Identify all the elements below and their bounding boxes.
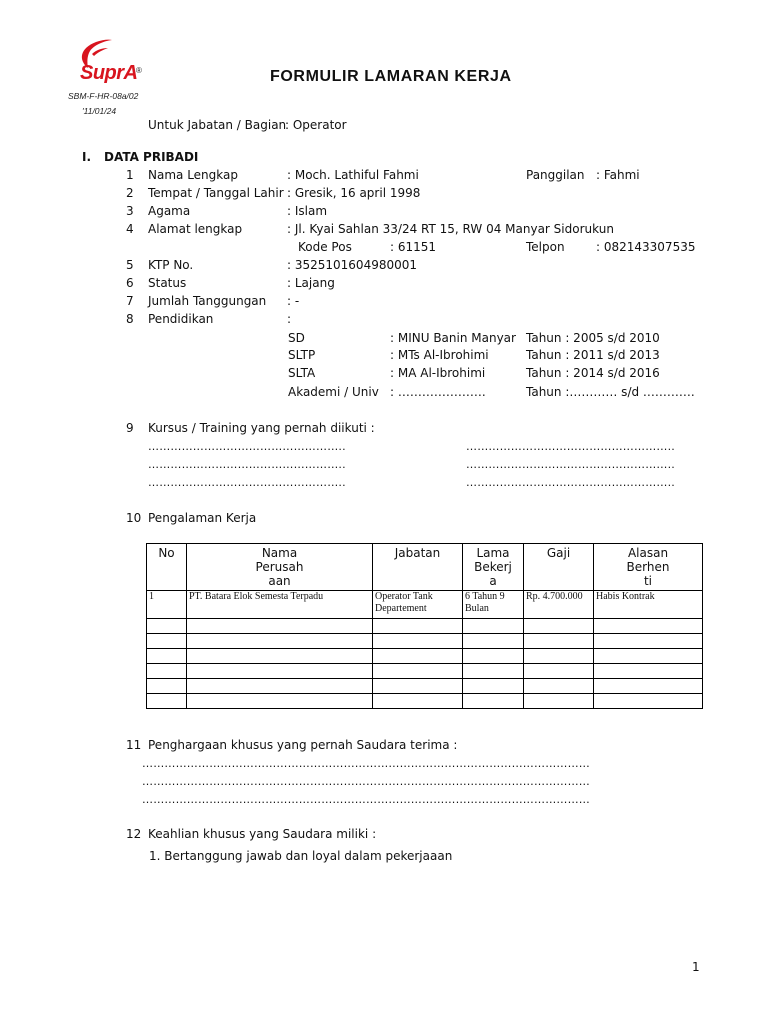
work-experience-table [146, 543, 703, 709]
header-no: No [147, 544, 187, 591]
cell-no [147, 679, 187, 694]
postal-label: Kode Pos [298, 240, 352, 254]
cell-no [147, 619, 187, 634]
item-number: 6 [126, 276, 134, 290]
table-row [147, 634, 703, 649]
cell-duration [463, 664, 524, 679]
table-row [147, 694, 703, 709]
edu-school: : MTs Al-Ibrohimi [390, 348, 489, 362]
cell-duration [463, 679, 524, 694]
item-number: 10 [126, 511, 142, 525]
cell-reason [594, 649, 703, 664]
experience-label: Pengalaman Kerja [148, 511, 257, 525]
page-number: 1 [692, 960, 700, 974]
birth-label: Tempat / Tanggal Lahir [148, 186, 284, 200]
edu-school: : MINU Banin Manyar [390, 331, 516, 345]
position-value: : Operator [285, 118, 347, 132]
address-value: : Jl. Kyai Sahlan 33/24 RT 15, RW 04 Manyar Sidorukun [287, 222, 614, 236]
item-number: 4 [126, 222, 134, 236]
cell-salary [524, 664, 594, 679]
cell-company [187, 694, 373, 709]
table-row [147, 664, 703, 679]
skills-label: Keahlian khusus yang Saudara miliki : [148, 827, 377, 841]
cell-position [373, 649, 463, 664]
awards-blank-line: ………………………………………………………………………………………………………… [142, 793, 590, 806]
courses-blank-line: …………………………………………….. [148, 440, 346, 453]
dependents-label: Jumlah Tanggungan [148, 294, 267, 308]
skill-item: 1. Bertanggung jawab dan loyal dalam pekerjaaan [149, 849, 453, 863]
cell-company [187, 634, 373, 649]
cell-company: PT. Batara Elok Semesta Terpadu [187, 591, 373, 619]
cell-company [187, 664, 373, 679]
cell-position [373, 634, 463, 649]
cell-reason [594, 634, 703, 649]
cell-no: 1 [147, 591, 187, 619]
phone-value: : 082143307535 [596, 240, 696, 254]
cell-duration [463, 649, 524, 664]
courses-label: Kursus / Training yang pernah diikuti : [148, 421, 375, 435]
edu-level: SD [288, 331, 305, 345]
item-number: 8 [126, 312, 134, 326]
address-label: Alamat lengkap [148, 222, 243, 236]
awards-label: Penghargaan khusus yang pernah Saudara terima : [148, 738, 458, 752]
cell-position [373, 694, 463, 709]
edu-level: Akademi / Univ [288, 385, 379, 399]
full-name-label: Nama Lengkap [148, 168, 238, 182]
cell-salary [524, 619, 594, 634]
cell-position [373, 664, 463, 679]
cell-no [147, 664, 187, 679]
cell-no [147, 694, 187, 709]
item-number: 2 [126, 186, 134, 200]
header-duration: Lama Bekerj a [463, 544, 524, 591]
nickname-label: Panggilan [526, 168, 585, 182]
edu-level: SLTA [288, 366, 316, 380]
item-number: 5 [126, 258, 134, 272]
phone-label: Telpon [526, 240, 565, 254]
cell-reason: Habis Kontrak [594, 591, 703, 619]
item-number: 1 [126, 168, 134, 182]
cell-salary [524, 694, 594, 709]
cell-salary [524, 679, 594, 694]
logo-registered-mark: ® [136, 66, 142, 75]
cell-position [373, 619, 463, 634]
cell-duration: 6 Tahun 9 Bulan [463, 591, 524, 619]
awards-blank-line: ………………………………………………………………………………………………………… [142, 757, 590, 770]
cell-duration [463, 634, 524, 649]
status-label: Status [148, 276, 187, 290]
document-date: '11/01/24 [82, 106, 117, 116]
ktp-value: : 3525101604980001 [287, 258, 418, 272]
postal-value: : 61151 [390, 240, 437, 254]
header-company: Nama Perusah aan [187, 544, 373, 591]
item-number: 9 [126, 421, 134, 435]
cell-salary [524, 649, 594, 664]
form-title: FORMULIR LAMARAN KERJA [270, 68, 512, 85]
item-number: 12 [126, 827, 142, 841]
birth-value: : Gresik, 16 april 1998 [287, 186, 421, 200]
edu-years: Tahun : 2005 s/d 2010 [526, 331, 660, 345]
cell-no [147, 634, 187, 649]
header-salary: Gaji [524, 544, 594, 591]
education-value: : [287, 312, 292, 326]
cell-duration [463, 694, 524, 709]
cell-company [187, 649, 373, 664]
cell-reason [594, 694, 703, 709]
cell-reason [594, 679, 703, 694]
ktp-label: KTP No. [148, 258, 194, 272]
education-label: Pendidikan [148, 312, 214, 326]
section-number: I. [82, 150, 92, 164]
cell-company [187, 619, 373, 634]
cell-reason [594, 619, 703, 634]
cell-position [373, 679, 463, 694]
table-header-row [147, 544, 703, 591]
edu-level: SLTP [288, 348, 316, 362]
edu-school: : …………………. [390, 385, 486, 399]
company-logo [70, 38, 150, 90]
document-code: SBM-F-HR-08a/02 [68, 91, 139, 101]
cell-duration [463, 619, 524, 634]
item-number: 11 [126, 738, 142, 752]
cell-no [147, 649, 187, 664]
item-number: 7 [126, 294, 134, 308]
courses-blank-line: …………………………………………….. [148, 476, 346, 489]
status-value: : Lajang [287, 276, 335, 290]
table-row [147, 679, 703, 694]
cell-reason [594, 664, 703, 679]
item-number: 3 [126, 204, 134, 218]
nickname-value: : Fahmi [596, 168, 640, 182]
awards-blank-line: ………………………………………………………………………………………………………… [142, 775, 590, 788]
courses-blank-line: ……………………………………………….. [466, 476, 675, 489]
position-label: Untuk Jabatan / Bagian [148, 118, 287, 132]
table-row [147, 649, 703, 664]
table-row [147, 619, 703, 634]
cell-position: Operator Tank Departement [373, 591, 463, 619]
cell-salary [524, 634, 594, 649]
edu-years: Tahun :………… s/d …………. [526, 385, 695, 399]
edu-years: Tahun : 2014 s/d 2016 [526, 366, 660, 380]
edu-school: : MA Al-Ibrohimi [390, 366, 486, 380]
section-title: DATA PRIBADI [104, 150, 199, 164]
table-row [147, 591, 703, 619]
courses-blank-line: ……………………………………………….. [466, 458, 675, 471]
religion-value: : Islam [287, 204, 328, 218]
full-name-value: : Moch. Lathiful Fahmi [287, 168, 419, 182]
header-reason: Alasan Berhen ti [594, 544, 703, 591]
edu-years: Tahun : 2011 s/d 2013 [526, 348, 660, 362]
cell-salary: Rp. 4.700.000 [524, 591, 594, 619]
religion-label: Agama [148, 204, 191, 218]
cell-company [187, 679, 373, 694]
header-position: Jabatan [373, 544, 463, 591]
dependents-value: : - [287, 294, 300, 308]
courses-blank-line: …………………………………………….. [148, 458, 346, 471]
logo-text: SuprA [80, 62, 138, 84]
courses-blank-line: ……………………………………………….. [466, 440, 675, 453]
